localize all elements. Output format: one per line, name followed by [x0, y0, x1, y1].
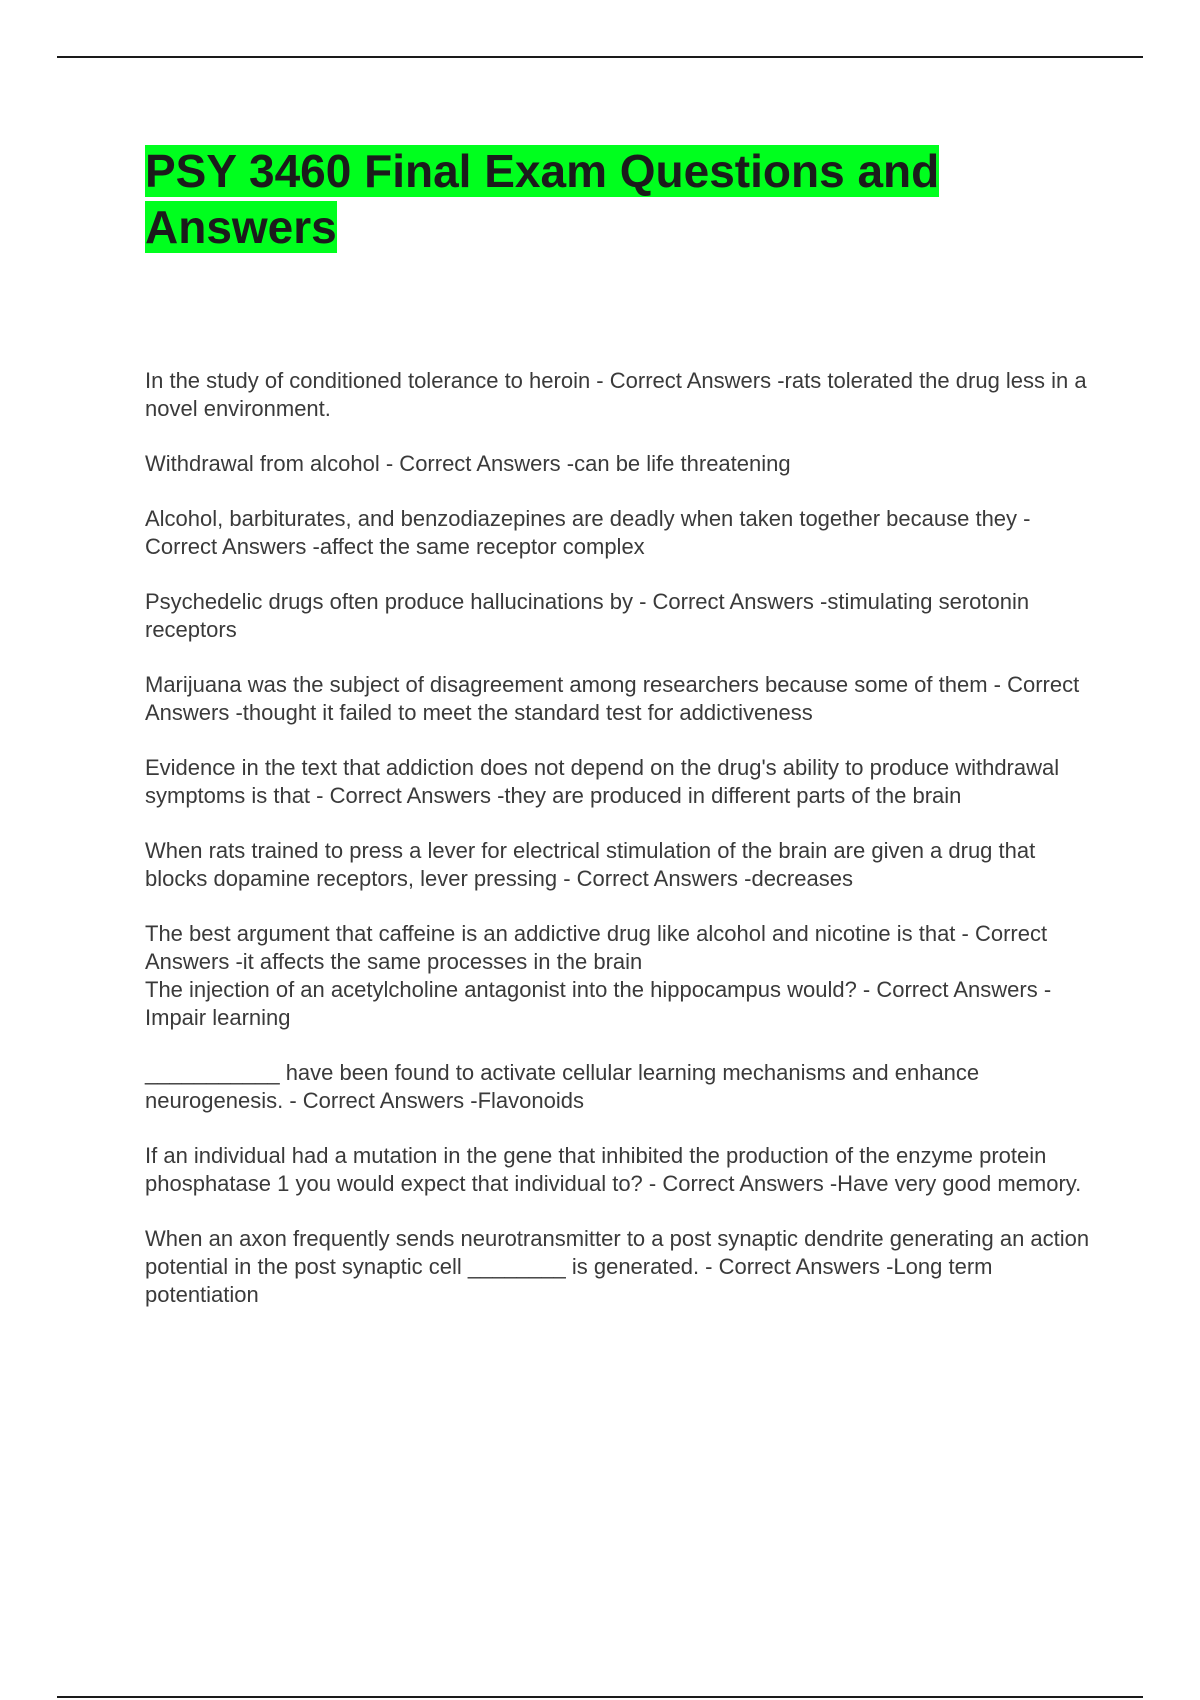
qa-item: Withdrawal from alcohol - Correct Answers -can be life threatening	[145, 451, 791, 476]
footer-rule	[57, 1696, 1143, 1698]
qa-item: When an axon frequently sends neurotransmitter to a post synaptic dendrite generating an action potential in the post synaptic cell ________ is generated. - Correct Answers -Long term potentiation	[145, 1226, 1090, 1307]
qa-item: ___________ have been found to activate cellular learning mechanisms and enhance neurogenesis. - Correct Answers -Flavonoids	[145, 1060, 980, 1113]
qa-item: Alcohol, barbiturates, and benzodiazepines are deadly when taken together because they - Correct Answers -affect the same receptor complex	[145, 506, 1031, 559]
qa-item: The injection of an acetylcholine antagonist into the hippocampus would? - Correct Answers -Impair learning	[145, 977, 1052, 1030]
header-rule	[57, 56, 1143, 58]
question-answer-list	[145, 367, 1095, 1336]
qa-item: Evidence in the text that addiction does not depend on the drug's ability to produce withdrawal symptoms is that - Correct Answers -they are produced in different parts of the brain	[145, 755, 1060, 808]
title-highlight: PSY 3460 Final Exam Questions and Answers	[145, 145, 940, 253]
qa-item: Psychedelic drugs often produce hallucinations by - Correct Answers -stimulating serotonin receptors	[145, 589, 1030, 642]
qa-item: The best argument that caffeine is an addictive drug like alcohol and nicotine is that - Correct Answers -it affects the same processes in the brain	[145, 921, 1048, 974]
qa-item: When rats trained to press a lever for electrical stimulation of the brain are given a drug that blocks dopamine receptors, lever pressing - Correct Answers -decreases	[145, 838, 1036, 891]
document-title	[145, 143, 1045, 255]
qa-item: In the study of conditioned tolerance to heroin - Correct Answers -rats tolerated the drug less in a novel environment.	[145, 368, 1087, 421]
qa-item: If an individual had a mutation in the gene that inhibited the production of the enzyme protein phosphatase 1 you would expect that individual to? - Correct Answers -Have very good memory.	[145, 1143, 1082, 1196]
qa-item: Marijuana was the subject of disagreement among researchers because some of them - Correct Answers -thought it failed to meet the standard test for addictiveness	[145, 672, 1080, 725]
